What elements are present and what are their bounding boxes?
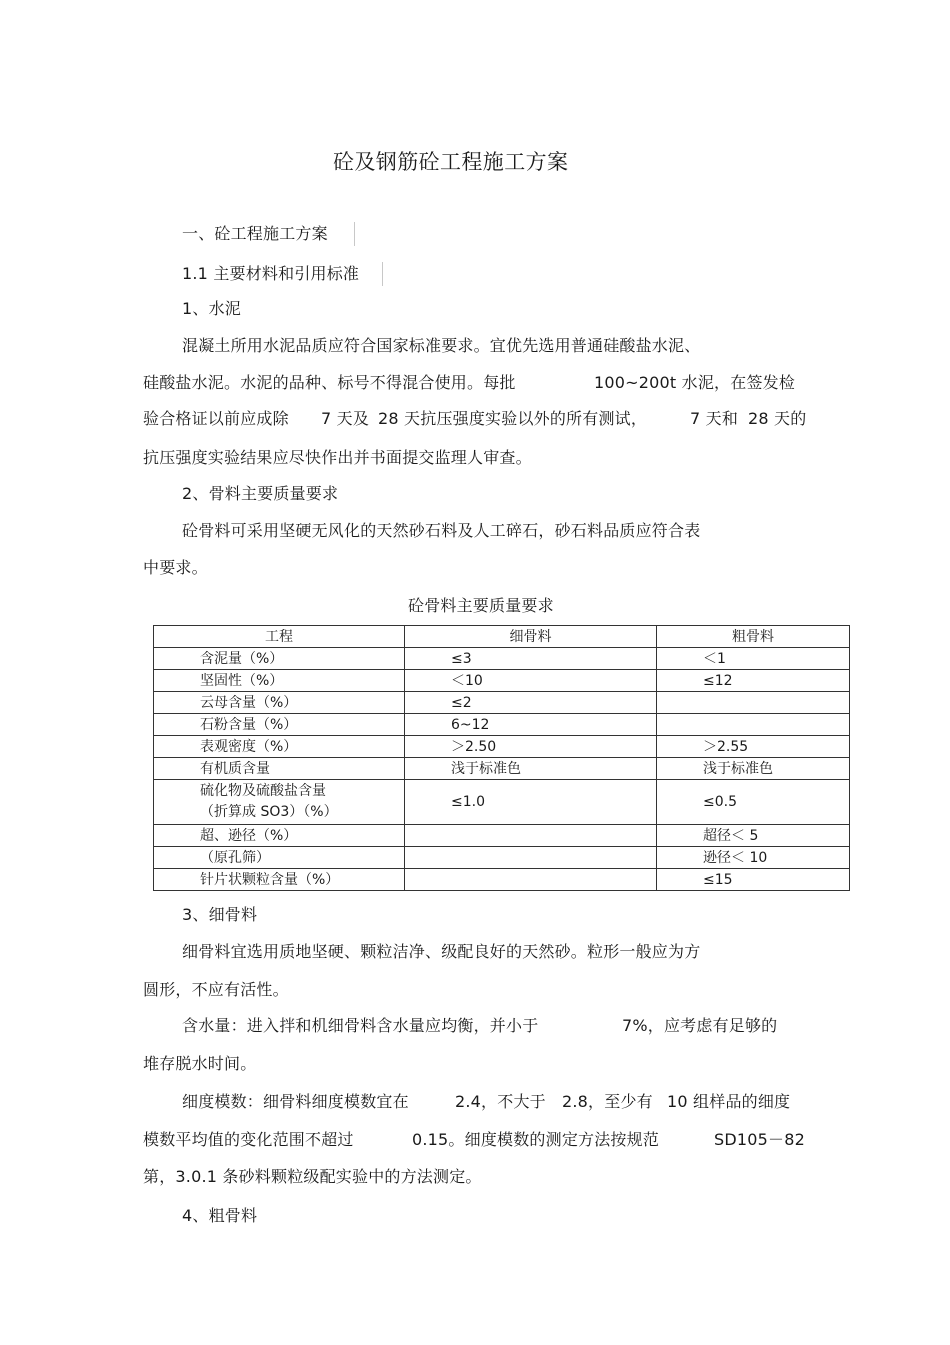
table-row (154, 758, 850, 780)
section-heading: 一、砼工程施工方案 (182, 224, 328, 243)
paragraph-line: 圆形，不应有活性。 (143, 980, 289, 999)
table-cell: ＜1 (657, 648, 850, 670)
paragraph-line: 10 组样品的细度 (667, 1092, 791, 1111)
paragraph-line: 100~200t 水泥，在签发检 (594, 373, 796, 392)
table-caption: 砼骨料主要质量要求 (408, 596, 554, 615)
item-heading: 3、细骨料 (182, 905, 258, 924)
table-row (154, 736, 850, 758)
table-cell: 表观密度（%） (154, 736, 405, 758)
table-row (154, 847, 850, 869)
table-cell: ＞2.50 (405, 736, 657, 758)
divider (354, 222, 355, 246)
table-cell: 石粉含量（%） (154, 714, 405, 736)
table-row (154, 692, 850, 714)
paragraph-line: 2.4，不大于 (455, 1092, 546, 1111)
table-cell (405, 825, 657, 847)
table-header-row (154, 626, 850, 648)
item-heading: 2、骨料主要质量要求 (182, 484, 339, 503)
table-cell (154, 780, 405, 825)
divider (382, 262, 383, 286)
table-row (154, 714, 850, 736)
paragraph-line: SD105－82 (714, 1130, 805, 1149)
table-cell: ≤2 (405, 692, 657, 714)
table-cell: （原孔筛） (154, 847, 405, 869)
table-cell: 含泥量（%） (154, 648, 405, 670)
table-cell: ≤0.5 (657, 780, 850, 825)
paragraph-line: 2.8，至少有 (562, 1092, 653, 1111)
table-row (154, 869, 850, 891)
table-row (154, 670, 850, 692)
table-cell: 针片状颗粒含量（%） (154, 869, 405, 891)
table-cell (657, 692, 850, 714)
paragraph-line: 28 天的 (748, 409, 807, 428)
table-cell: 浅于标准色 (657, 758, 850, 780)
paragraph-line: 细骨料宜选用质地坚硬、颗粒洁净、级配良好的天然砂。粒形一般应为方 (182, 942, 701, 961)
paragraph-line: 硅酸盐水泥。水泥的品种、标号不得混合使用。每批 (143, 373, 516, 392)
table-cell: ≤15 (657, 869, 850, 891)
table-row (154, 648, 850, 670)
item-heading: 1、水泥 (182, 299, 241, 318)
paragraph-line: 7%，应考虑有足够的 (622, 1016, 778, 1035)
table-cell (405, 847, 657, 869)
table-cell: ≤1.0 (405, 780, 657, 825)
table-header-cell: 细骨料 (405, 626, 657, 648)
table-cell (657, 714, 850, 736)
table-cell (405, 869, 657, 891)
paragraph-line: 0.15。细度模数的测定方法按规范 (412, 1130, 660, 1149)
table-cell: ≤3 (405, 648, 657, 670)
table-cell-line: 硫化物及硫酸盐含量 (200, 783, 326, 799)
table-cell: 浅于标准色 (405, 758, 657, 780)
item-heading: 4、粗骨料 (182, 1206, 258, 1225)
table-cell: ＜10 (405, 670, 657, 692)
paragraph-line: 7 天和 (690, 409, 739, 428)
paragraph-line: 验合格证以前应成除 (143, 409, 289, 428)
table-cell: 坚固性（%） (154, 670, 405, 692)
table-cell: 云母含量（%） (154, 692, 405, 714)
table-header-cell: 工程 (154, 626, 405, 648)
paragraph-line: 7 天及 (321, 409, 370, 428)
table-cell: 有机质含量 (154, 758, 405, 780)
paragraph-line: 抗压强度实验结果应尽快作出并书面提交监理人审查。 (143, 448, 532, 467)
quality-table (153, 625, 850, 891)
table-header-cell: 粗骨料 (657, 626, 850, 648)
page-title: 砼及钢筋砼工程施工方案 (333, 150, 569, 174)
paragraph-line: 第，3.0.1 条砂料颗粒级配实验中的方法测定。 (143, 1167, 482, 1186)
table-cell: 超径＜ 5 (657, 825, 850, 847)
table-cell: ＞2.55 (657, 736, 850, 758)
table-cell-line: （折算成 SO3）（%） (200, 804, 338, 820)
paragraph-line: 堆存脱水时间。 (143, 1054, 257, 1073)
table-row (154, 825, 850, 847)
table-cell: 超、逊径（%） (154, 825, 405, 847)
paragraph-line: 模数平均值的变化范围不超过 (143, 1130, 354, 1149)
table-row (154, 780, 850, 825)
table-cell: 逊径＜ 10 (657, 847, 850, 869)
paragraph-line: 含水量：进入拌和机细骨料含水量应均衡，并小于 (182, 1016, 539, 1035)
paragraph-line: 28 天抗压强度实验以外的所有测试， (378, 409, 648, 428)
paragraph-line: 混凝土所用水泥品质应符合国家标准要求。宜优先选用普通硅酸盐水泥、 (182, 336, 701, 355)
paragraph-line: 细度模数：细骨料细度模数宜在 (182, 1092, 409, 1111)
paragraph-line: 砼骨料可采用坚硬无风化的天然砂石料及人工碎石，砂石料品质应符合表 (182, 521, 701, 540)
paragraph-line: 中要求。 (143, 558, 208, 577)
table-cell: 6~12 (405, 714, 657, 736)
subsection-heading: 1.1 主要材料和引用标准 (182, 264, 360, 283)
table-cell: ≤12 (657, 670, 850, 692)
